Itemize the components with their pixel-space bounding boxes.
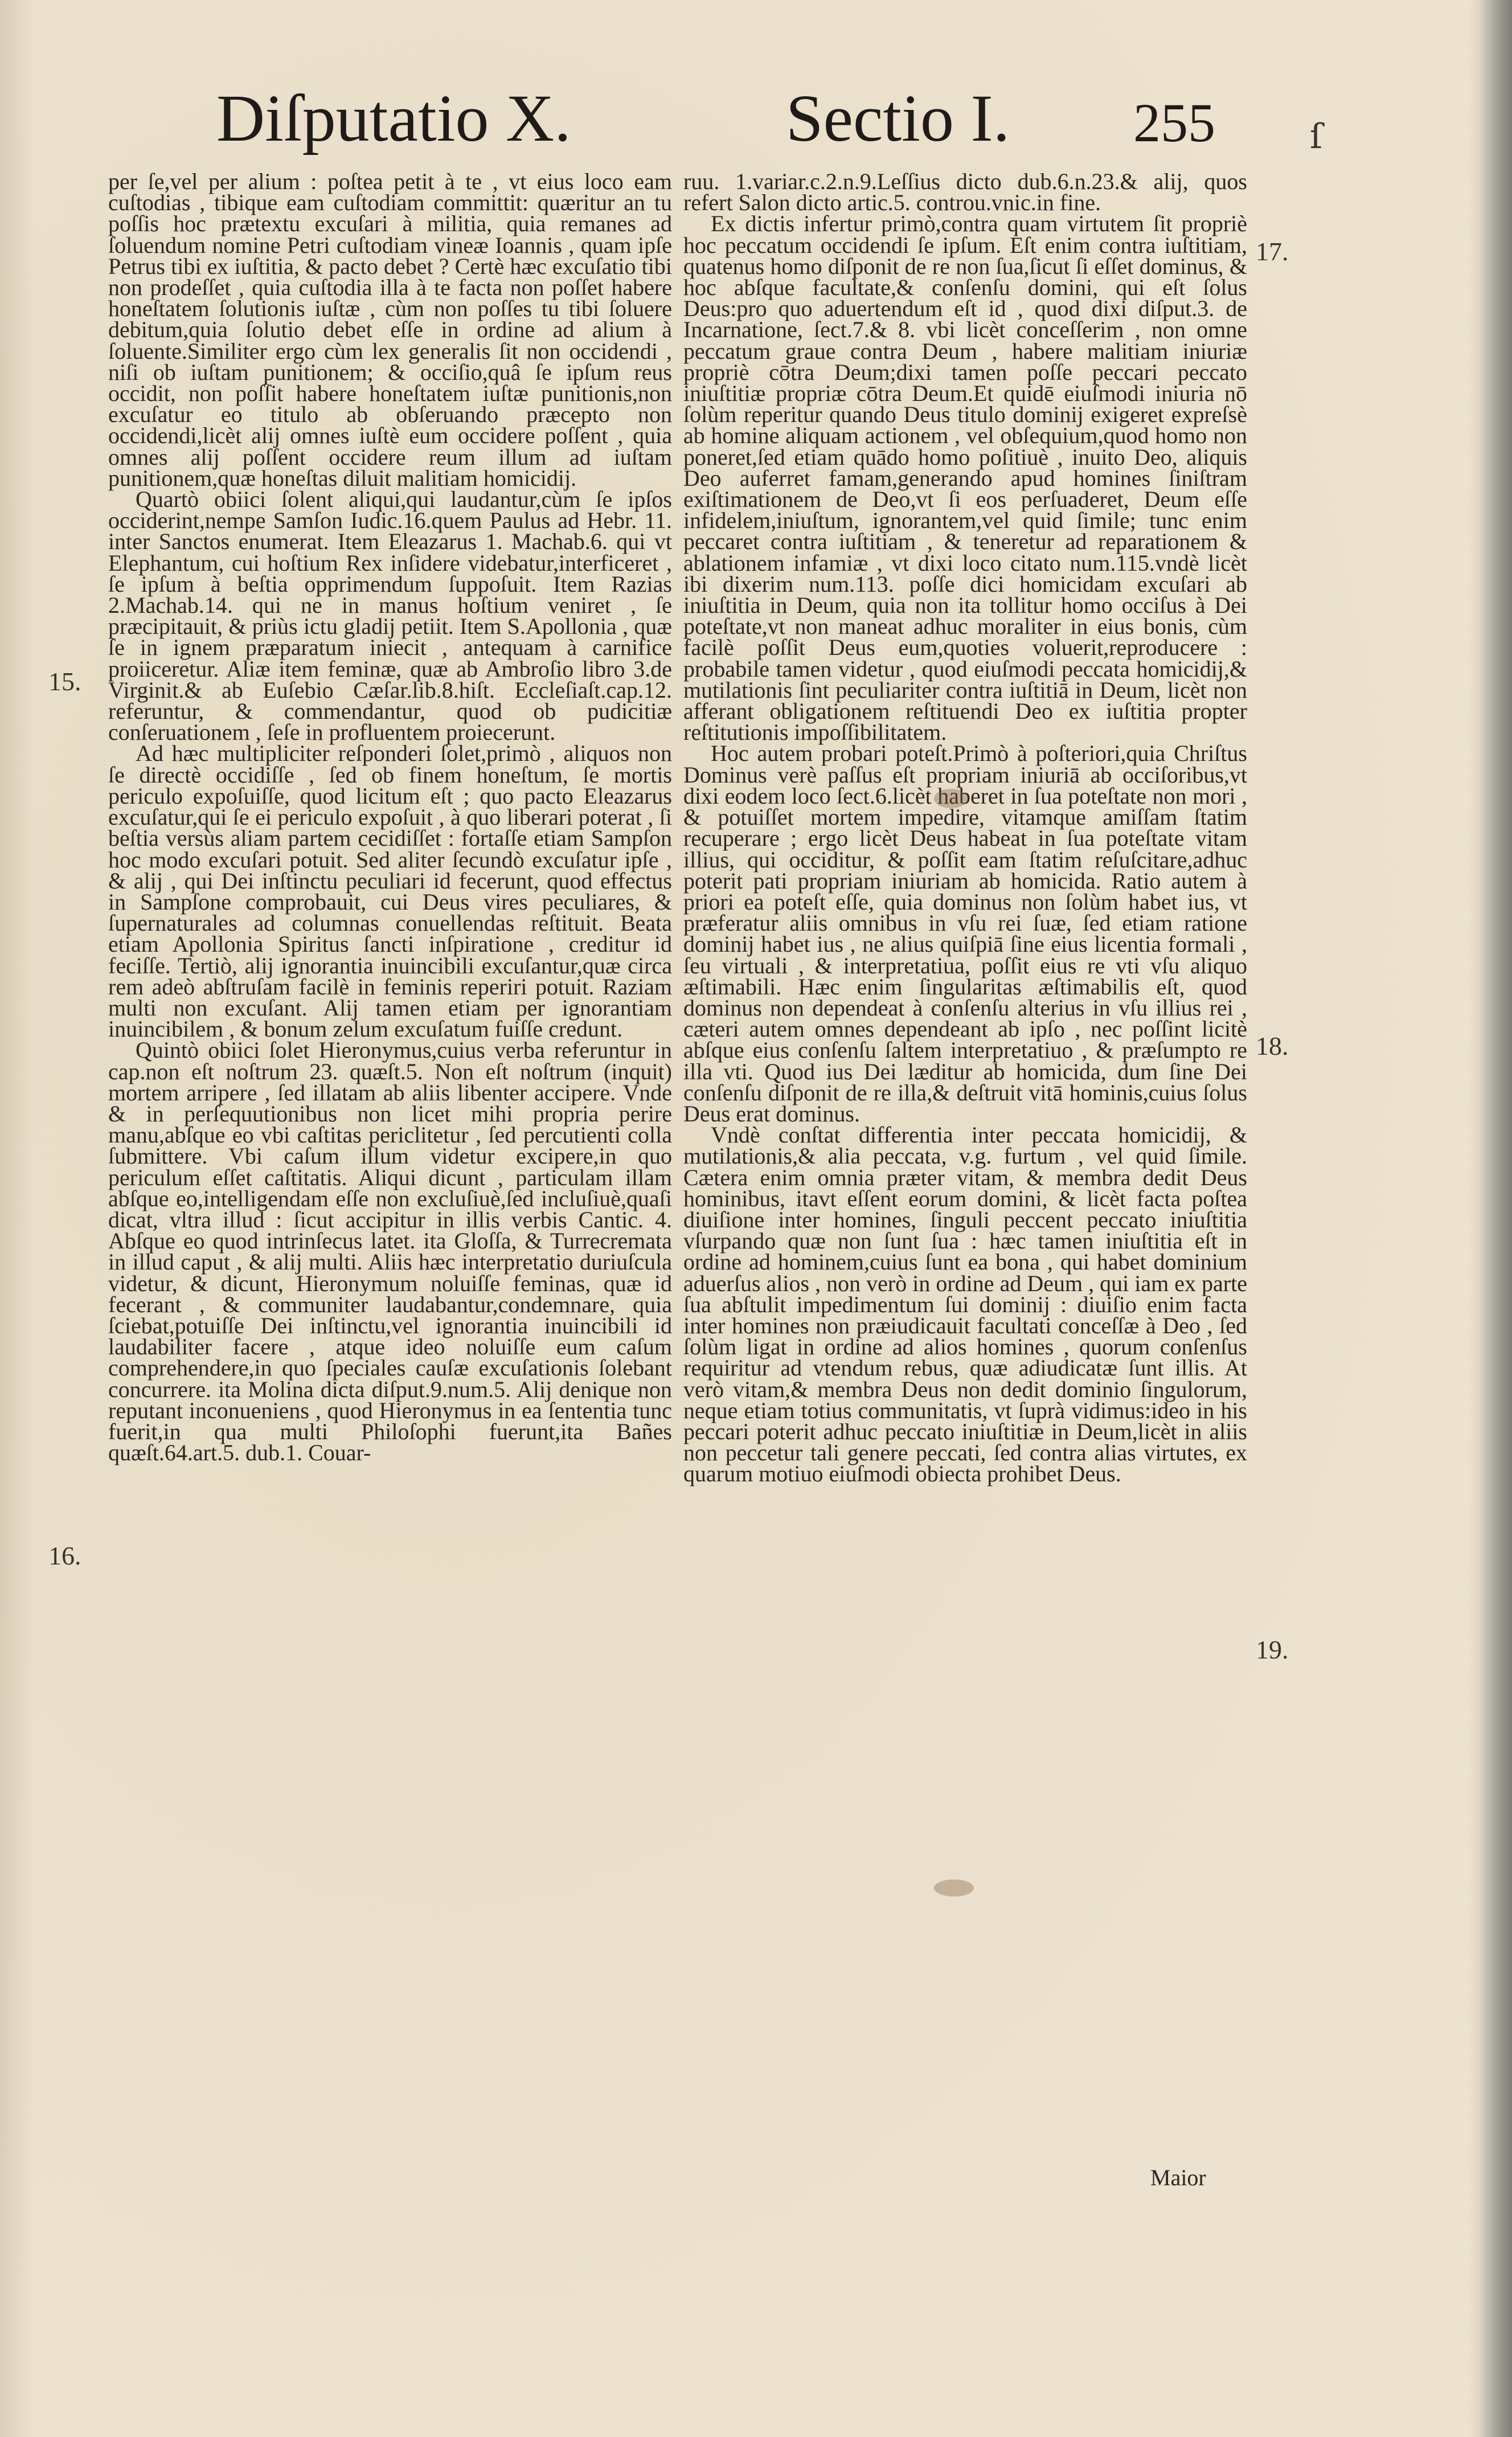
- left-column: [108, 169, 672, 1466]
- margin-number-19: 19.: [1256, 1635, 1289, 1664]
- margin-number-15: 15.: [48, 667, 81, 696]
- right-paragraph-1: ruu. 1.variar.c.2.n.9.Leſſius dicto dub.6.n.23.& alij, quos refert Salon dicto artic.5. controu.vnic.in fine.: [683, 169, 1247, 216]
- right-paragraph-2: Ex dictis infertur primò,contra quam virtutem ſit propriè hoc peccatum occidendi ſe ipſum. Eſt enim contra iuſtitiam, quatenus homo diſponit de re non ſua,ſicut ſi eſſet dominus, & hoc abſque facultate,& conſenſu domini, qui eſt ſolus Deus:pro quo aduertendum eſt id , quod dixi diſput.3. de Incarnatione, ſect.7.& 8. vbi licèt conceſſerim , non omne peccatum graue contra Deum , habere malitiam iniuriæ propriè cōtra Deum;dixi tamen poſſe peccari peccato iniuſtitiæ propriæ cōtra Deum.Et quidē eiuſmodi iniuria nō ſolùm reperitur quando Deus titulo dominij exigeret expreſsè ab homine aliquam actionem , vel obſequium,quod homo non poneret,ſed etiam quādo homo poſitiuè , inuito Deo, aliquis Deo auferret famam,generando apud homines ſiniſtram exiſtimationem de Deo,vt ſi eos perſuaderet, Deum eſſe infidelem,iniuſtum, ignorantem,vel quid ſimile; tunc enim peccaret contra iuſtitiam , & teneretur ad reparationem & ablationem infamiæ , vt dixi loco citato num.115.vndè licèt ibi dixerim num.113. poſſe dici homicidam excuſari ab iniuſtitia in Deum, quia non ita tollitur homo occiſus à Dei poteſtate,vt non maneat adhuc moraliter in eius bonis, cùm facilè poſſit Deus eum,quoties voluerit,reproducere : probabile tamen videtur , quod eiuſmodi peccata homicidij,& mutilationis ſint peculiariter contra iuſtitiā in Deum, licèt non afferant obligationem reſtituendi Deo ex iuſtitia propter reſtitutionis impoſſibilitatem.: [683, 211, 1247, 746]
- page-number: 255: [1133, 92, 1215, 153]
- page-header-section: Sectio I.: [786, 81, 1010, 155]
- left-paragraph-1: per ſe,vel per alium : poſtea petit à te , vt eius loco eam cuſtodias , tibique eam cuſtodiam committit: quæritur an tu poſſis hoc prætextu excuſari à militia, quia remanes ad ſoluendum nomine Petri cuſtodiam vineæ Ioannis , quam ipſe Petrus tibi ex iuſtitia, & pacto debet ? Certè hæc excuſatio tibi non prodeſſet , quia cuſtodia illa à te facta non poſſet habere honeſtatem ſolutionis iuſtæ , cùm non poſſes tu tibi ſoluere debitum,quia ſolutio debet eſſe in ordine ad alium à ſoluente.Similiter ergo cùm lex generalis ſit non occidendi , niſi ob iuſtam punitionem; & occiſio,quâ ſe ipſum reus occidit, non poſſit habere honeſtatem iuſtæ punitionis,non excuſatur eo titulo ab obſeruando præcepto non occidendi,licèt alij omnes iuſtè eum occidere poſſent , quia omnes alij poſſent occidere reum illum ad iuſtam punitionem,quæ honeſtas diluit malitiam homicidij.: [108, 169, 672, 491]
- page-header-disputation: Diſputatio X.: [216, 81, 571, 155]
- catchword: Maior: [1150, 2165, 1206, 2190]
- ink-smudge: [934, 1879, 974, 1897]
- margin-number-17: 17.: [1256, 237, 1289, 266]
- right-column: [683, 171, 1247, 1485]
- right-paragraph-4: Vndè conſtat differentia inter peccata homicidij, & mutilationis,& alia peccata, v.g. furtum , vel quid ſimile. Cætera enim omnia præter vitam, & membra dedit Deus hominibus, itavt eſſent eorum domini, & licèt facta poſtea diuiſione inter homines, ſinguli peccent peccato iniuſtitia vſurpando quæ non ſunt ſua : hæc tamen iniuſtitia eſt in ordine ad hominem,cuius ſunt ea bona , qui habet dominium aduerſus alios , non verò in ordine ad Deum , qui iam ex parte ſua abſtulit impedimentum ſui dominij : diuiſio enim facta inter homines non præiudicauit facultati conceſſæ à Deo , ſed ſolùm ligat in ordine ad alios homines , quorum conſenſus requiritur ad vtendum rebus, quæ adiudicatæ ſunt illis. At verò vitam,& membra Deus non dedit dominio ſingulorum, neque etiam totius communitatis, vt ſuprà vidimus:ideo in his peccari poterit adhuc peccato iniuſtitiæ in Deum,licèt in aliis non peccetur tali genere peccati, ſed contra alias virtutes, ex quarum motiuo eiuſmodi obiecta prohibet Deus.: [683, 1122, 1247, 1487]
- left-paragraph-3: Ad hæc multipliciter reſponderi ſolet,primò , aliquos non ſe directè occidiſſe , ſed ob finem honeſtum, ſe mortis periculo expoſuiſſe, quod licitum eſt ; quo pacto Eleazarus excuſatur,qui ſe ei periculo expoſuit , à quo liberari poterat , ſi beſtia versùs aliam partem cecidiſſet : fortaſſe etiam Sampſon hoc modo excuſari potuit. Sed aliter ſecundò excuſatur ipſe , & alij , qui Dei inſtinctu peculiari id fecerunt, quod effectus in Sampſone comprobauit, cui Deus vires peculiares, & ſupernaturales ad columnas conuellendas reſtituit. Beata etiam Apollonia Spiritus ſancti inſpiratione , creditur id feciſſe. Tertiò, alij ignorantia inuincibili excuſantur,quæ circa rem adeò abſtruſam facilè in feminis reperiri potuit. Raziam multi non excuſant. Alij tamen etiam per ignorantiam inuincibilem , & bonum zelum excuſatum fuiſſe credunt.: [108, 740, 672, 1042]
- margin-number-18: 18.: [1256, 1031, 1289, 1060]
- margin-number-16: 16.: [48, 1541, 81, 1570]
- right-paragraph-3: Hoc autem probari poteſt.Primò à poſteriori,quia Chriſtus Dominus verè paſſus eſt propriam iniuriā ab occiſoribus,vt dixi eodem loco ſect.6.licèt haberet in ſua poteſtate non mori , & potuiſſet mortem impedire, vitamque amiſſam ſtatim recuperare ; ergo licèt Deus habeat in ſua poteſtate vitam illius, qui occiditur, & poſſit eam ſtatim reſuſcitare,adhuc poterit pati propriam iniuriam ab homicida. Ratio autem à priori ea poteſt eſſe, quia dominus non ſolùm habet ius, vt præferatur aliis omnibus in vſu rei ſuæ, ſed etiam ratione dominij habet ius , ne alius quiſpiā ſine eius licentia formali , ſeu virtuali , & interpretatiua, poſſit eius re vti vſu aliquo æſtimabili. Hæc enim ſingularitas æſtimabilis eſt, quod dominus non dependeat à conſenſu alterius in vſu illius rei , cæteri autem omnes dependeant ab ipſo , nec poſſint licitè abſque eius conſenſu ſaltem interpretatiuo , & præſumpto re illa vti. Quod ius Dei læditur ab homicida, dum ſine Dei conſenſu diſponit de re illa,& deſtruit vitā hominis,cuius ſolus Deus erat dominus.: [683, 740, 1247, 1127]
- left-paragraph-4: Quintò obiici ſolet Hieronymus,cuius verba referuntur in cap.non eſt noſtrum 23. quæſt.5. Non eſt noſtrum (inquit) mortem arripere , ſed illatam ab aliis libenter accipere. Vnde & in perſequutionibus non licet mihi propria perire manu,abſque eo vbi caſtitas periclitetur , ſed percutienti colla ſubmittere. Vbi caſum illum videtur excipere,in quo periculum eſſet caſtitatis. Aliqui dicunt , particulam illam abſque eo,intelligendam eſſe non excluſiuè,ſed incluſiuè,quaſi dicat, vltra illud : ſicut accipitur in illis verbis Cantic. 4. Abſque eo quod intrinſecus latet. ita Gloſſa, & Turrecremata in illud caput , & alij multi. Aliis hæc interpretatio duriuſcula videtur, & dicunt, Hieronymum noluiſſe feminas, quæ id fecerant , & communiter laudabantur,condemnare, quia ſciebat,potuiſſe Dei inſtinctu,vel ignorantia inuincibili id laudabiliter facere , atque ideo noluiſſe eum caſum comprehendere,in quo ſpeciales cauſæ excuſationis ſolebant concurrere. ita Molina dicta diſput.9.num.5. Alij denique non reputant inconueniens , quod Hieronymus in ea ſententia tunc fuerit,in qua multi Philoſophi fuerunt,ita Bañes quæſt.64.art.5. dub.1. Couar-: [108, 1037, 672, 1466]
- corner-mark: ſ: [1310, 117, 1323, 157]
- left-paragraph-2: Quartò obiici ſolent aliqui,qui laudantur,cùm ſe ipſos occiderint,nempe Samſon Iudic.16.quem Paulus ad Hebr. 11. inter Sanctos enumerat. Item Eleazarus 1. Machab.6. qui vt Elephantum, cui hoſtium Rex inſidere videbatur,interficeret , ſe ipſum à beſtia opprimendum ſuppoſuit. Item Razias 2.Machab.14. qui ne in manus hoſtium veniret , ſe præcipitauit, & priùs ictu gladij petiit. Item S.Apollonia , quæ ſe in ignem præparatum iniecit , antequam à carnifice proiiceretur. Aliæ item feminæ, quæ ab Ambroſio libro 3.de Virginit.& ab Euſebio Cæſar.lib.8.hiſt. Eccleſiaſt.cap.12. referuntur, & commendantur, quod ob pudicitiæ conſeruationem , ſeſe in profluentem proiecerunt.: [108, 486, 672, 746]
- ink-smudge: [934, 789, 968, 808]
- page-edge-shadow: [1481, 0, 1512, 2437]
